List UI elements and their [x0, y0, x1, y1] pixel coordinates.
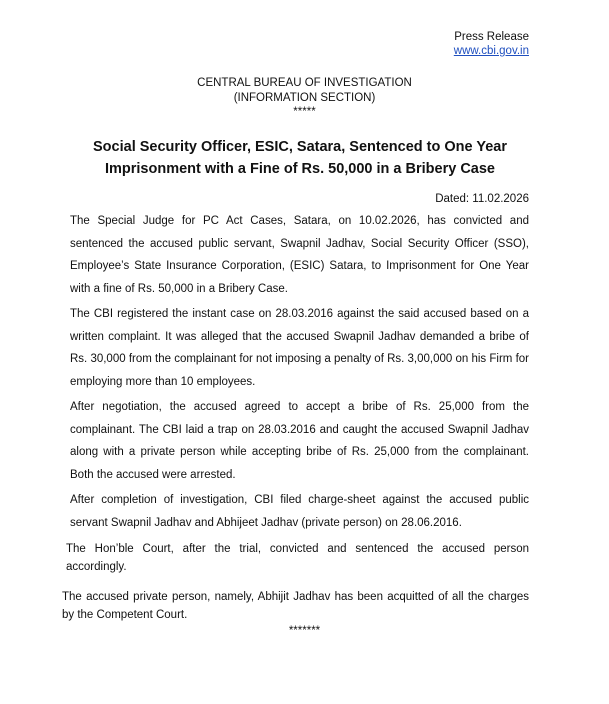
cbi-website-link[interactable]: www.cbi.gov.in	[453, 45, 529, 57]
paragraph-trap: After negotiation, the accused agreed to accept a bribe of Rs. 25,000 from the complainant. The CBI laid a trap on 28.03.2016 and caught the accused Swapnil Jadhav along with a private person while accepting bribe of Rs. 25,000 from the complainant. Both the accused were arrested.	[70, 401, 529, 482]
release-date: Dated: 11.02.2026	[435, 193, 529, 205]
paragraph-charge-sheet: After completion of investigation, CBI filed charge-sheet against the accused public servant Swapnil Jadhav and Abhijeet Jadhav (private person) on 28.06.2016.	[70, 494, 529, 529]
end-marker: *******	[288, 625, 321, 637]
heading-separator: *****	[293, 106, 316, 118]
title-line-2: Imprisonment with a Fine of Rs. 50,000 in a Bribery Case	[104, 161, 495, 177]
press-release-title	[70, 136, 530, 180]
department-name: CENTRAL BUREAU OF INVESTIGATION	[197, 77, 412, 89]
department-section: (INFORMATION SECTION)	[233, 91, 376, 104]
department-heading	[0, 76, 609, 120]
paragraph-court-verdict: The Hon’ble Court, after the trial, convicted and sentenced the accused person accordingly.	[66, 543, 529, 573]
press-release-header	[454, 30, 529, 58]
press-release-label: Press Release	[454, 31, 529, 43]
paragraph-acquittal: The accused private person, namely, Abhijit Jadhav has been acquitted of all the charges by the Competent Court.	[62, 591, 529, 621]
paragraph-conviction: The Special Judge for PC Act Cases, Satara, on 10.02.2026, has convicted and sentenced the accused public servant, Swapnil Jadhav, Social Security Officer (SSO), Employee’s State Insurance Corporation, (ESIC) Satara, to Imprisonment for One Year with a fine of Rs. 50,000 in a Bribery Case.	[70, 215, 529, 296]
paragraph-case-registration: The CBI registered the instant case on 28.03.2016 against the said accused based on a written complaint. It was alleged that the accused Swapnil Jadhav demanded a bribe of Rs. 30,000 from the complainant for not imposing a penalty of Rs. 3,00,000 on his Firm for employing more than 10 employees.	[70, 308, 529, 389]
title-line-1: Social Security Officer, ESIC, Satara, Sentenced to One Year	[93, 139, 507, 155]
